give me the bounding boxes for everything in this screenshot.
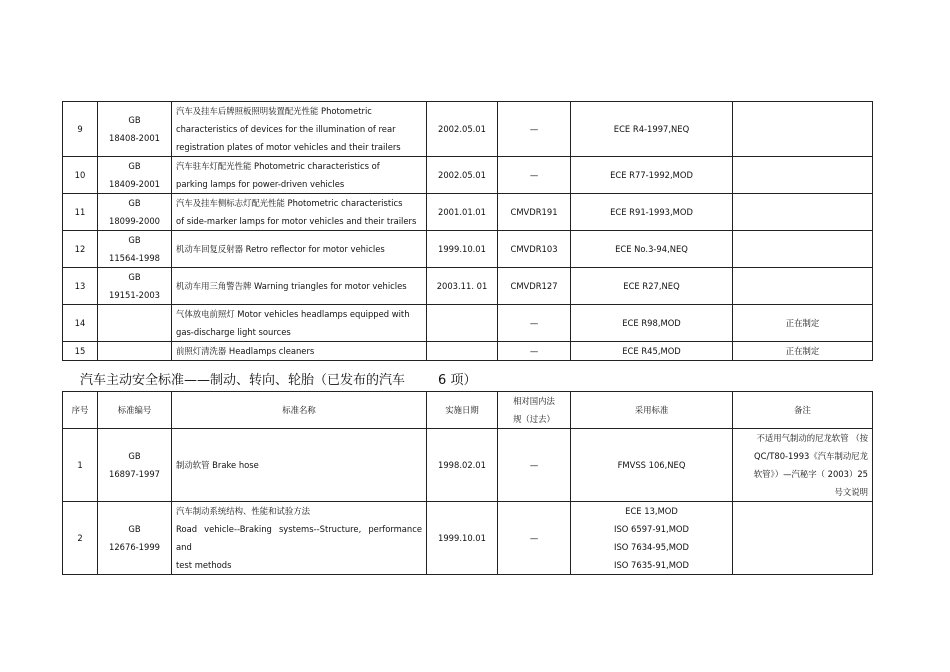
domestic-regulation: — bbox=[498, 502, 571, 575]
domestic-regulation: CMVDR127 bbox=[498, 268, 571, 305]
header-name: 标准名称 bbox=[172, 392, 427, 429]
adopted-standard: ECE 13,MOD ISO 6597-91,MOD ISO 7634-95,MOD ISO 7635-91,MOD bbox=[571, 502, 733, 575]
remark bbox=[733, 268, 873, 305]
header-date: 实施日期 bbox=[427, 392, 498, 429]
adopted-standard: ECE R91-1993,MOD bbox=[571, 194, 733, 231]
effective-date: 1999.10.01 bbox=[427, 502, 498, 575]
header-note: 备注 bbox=[733, 392, 873, 429]
header-standard: 采用标准 bbox=[571, 392, 733, 429]
table-row bbox=[63, 342, 873, 361]
table-row bbox=[63, 157, 873, 194]
row-number: 13 bbox=[63, 268, 98, 305]
standard-code: GB 19151-2003 bbox=[98, 268, 172, 305]
table-header-row bbox=[63, 392, 873, 429]
standard-code: GB 18099-2000 bbox=[98, 194, 172, 231]
standards-table-braking bbox=[62, 391, 873, 575]
adopted-standard: ECE No.3-94,NEQ bbox=[571, 231, 733, 268]
remark: 正在制定 bbox=[733, 305, 873, 342]
standard-code bbox=[98, 305, 172, 342]
standards-table-lighting bbox=[62, 101, 873, 361]
standard-name: 汽车及挂车侧标志灯配光性能 Photometric characteristics of side-marker lamps for motor vehicles and their trailers bbox=[172, 194, 427, 231]
standard-code: GB 16897-1997 bbox=[98, 429, 172, 502]
standard-name: 汽车制动系统结构、性能和试验方法 Road vehicle--Braking systems--Structure, performance and test methods bbox=[172, 502, 427, 575]
remark: 正在制定 bbox=[733, 342, 873, 361]
standard-name: 制动软管 Brake hose bbox=[172, 429, 427, 502]
adopted-standard: ECE R4-1997,NEQ bbox=[571, 102, 733, 157]
row-number: 1 bbox=[63, 429, 98, 502]
table-row bbox=[63, 102, 873, 157]
effective-date: 1998.02.01 bbox=[427, 429, 498, 502]
table-row bbox=[63, 194, 873, 231]
standard-name: 机动车用三角警告牌 Warning triangles for motor vehicles bbox=[172, 268, 427, 305]
adopted-standard: ECE R27,NEQ bbox=[571, 268, 733, 305]
domestic-regulation: — bbox=[498, 305, 571, 342]
header-domestic: 相对国内法 规（过去） bbox=[498, 392, 571, 429]
standard-name: 汽车及挂车后牌照板照明装置配光性能 Photometric characteristics of devices for the illumination of rear registration plates of motor vehicles and their trailers bbox=[172, 102, 427, 157]
standard-name: 气体放电前照灯 Motor vehicles headlamps equipped with gas-discharge light sources bbox=[172, 305, 427, 342]
effective-date: 2003.11. 01 bbox=[427, 268, 498, 305]
header-code: 标准编号 bbox=[98, 392, 172, 429]
effective-date: 2002.05.01 bbox=[427, 157, 498, 194]
standard-code: GB 18409-2001 bbox=[98, 157, 172, 194]
remark bbox=[733, 194, 873, 231]
effective-date: 2002.05.01 bbox=[427, 102, 498, 157]
standard-code: GB 12676-1999 bbox=[98, 502, 172, 575]
effective-date: 1999.10.01 bbox=[427, 231, 498, 268]
table-row bbox=[63, 268, 873, 305]
effective-date bbox=[427, 305, 498, 342]
domestic-regulation: CMVDR191 bbox=[498, 194, 571, 231]
domestic-regulation: CMVDR103 bbox=[498, 231, 571, 268]
remark bbox=[733, 502, 873, 575]
effective-date bbox=[427, 342, 498, 361]
adopted-standard: ECE R98,MOD bbox=[571, 305, 733, 342]
remark bbox=[733, 157, 873, 194]
domestic-regulation: — bbox=[498, 157, 571, 194]
remark: 不适用气制动的尼龙软管 （按 QC/T80-1993《汽车制动尼龙 软管》）—汽秘字（ 2003）25 号文说明 bbox=[733, 429, 873, 502]
row-number: 11 bbox=[63, 194, 98, 231]
table-row bbox=[63, 502, 873, 575]
domestic-regulation: — bbox=[498, 342, 571, 361]
adopted-standard: FMVSS 106,NEQ bbox=[571, 429, 733, 502]
header-no: 序号 bbox=[63, 392, 98, 429]
row-number: 10 bbox=[63, 157, 98, 194]
row-number: 2 bbox=[63, 502, 98, 575]
row-number: 15 bbox=[63, 342, 98, 361]
standard-name: 汽车驻车灯配光性能 Photometric characteristics of parking lamps for power-driven vehicles bbox=[172, 157, 427, 194]
standard-code: GB 18408-2001 bbox=[98, 102, 172, 157]
section-title: 汽车主动安全标准——制动、转向、轮胎（已发布的汽车 6 项） bbox=[80, 373, 477, 388]
table-row bbox=[63, 231, 873, 268]
domestic-regulation: — bbox=[498, 102, 571, 157]
row-number: 12 bbox=[63, 231, 98, 268]
standard-code bbox=[98, 342, 172, 361]
adopted-standard: ECE R45,MOD bbox=[571, 342, 733, 361]
effective-date: 2001.01.01 bbox=[427, 194, 498, 231]
standard-name: 机动车回复反射器 Retro reflector for motor vehicles bbox=[172, 231, 427, 268]
standard-code: GB 11564-1998 bbox=[98, 231, 172, 268]
table-row bbox=[63, 305, 873, 342]
row-number: 9 bbox=[63, 102, 98, 157]
standard-name: 前照灯清洗器 Headlamps cleaners bbox=[172, 342, 427, 361]
table-row bbox=[63, 429, 873, 502]
domestic-regulation: — bbox=[498, 429, 571, 502]
remark bbox=[733, 231, 873, 268]
remark bbox=[733, 102, 873, 157]
adopted-standard: ECE R77-1992,MOD bbox=[571, 157, 733, 194]
row-number: 14 bbox=[63, 305, 98, 342]
